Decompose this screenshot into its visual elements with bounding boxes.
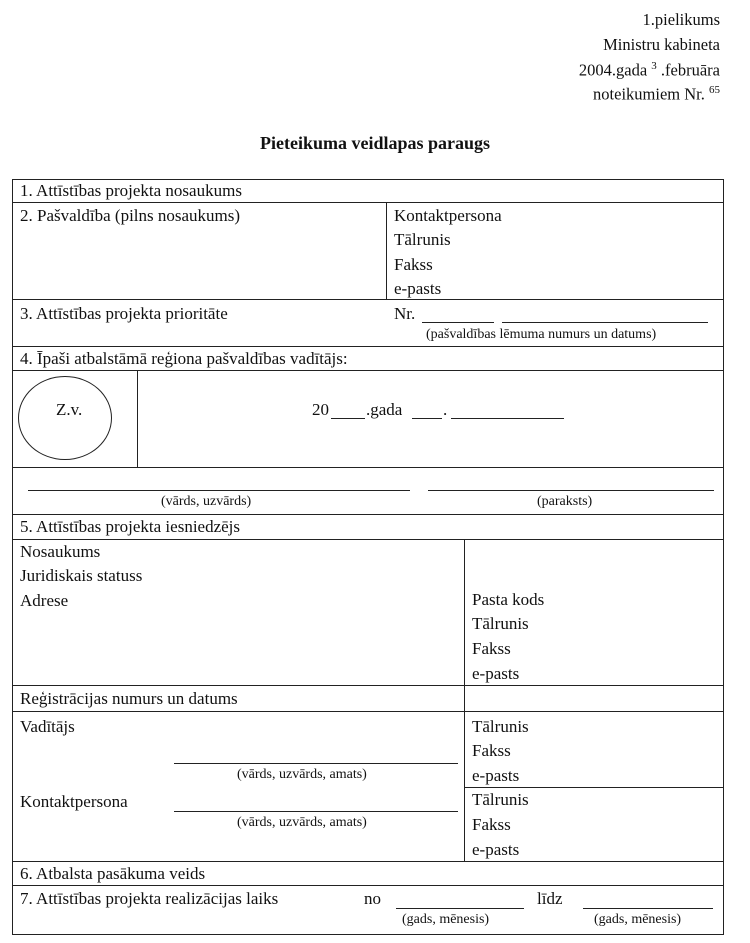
contact-phone: Tālrunis [472, 790, 529, 809]
form-title: Pieteikuma veidlapas paraugs [259, 133, 491, 153]
stamp-label: Z.v. [56, 400, 83, 419]
period-to-line [583, 908, 713, 909]
municipality-contact-person: Kontaktpersona [394, 206, 502, 225]
section-1-label: 1. Attīstības projekta nosaukums [20, 181, 242, 200]
date-day-line [412, 418, 442, 419]
col-divider [386, 202, 387, 299]
regulation-number-label: noteikumiem Nr. [593, 84, 705, 104]
cabinet-label: Ministru kabineta [603, 35, 720, 54]
date-gada: .gada [366, 400, 403, 419]
applicant-postcode: Pasta kods [472, 590, 545, 609]
applicant-email: e-pasts [472, 664, 520, 683]
row-divider [12, 346, 724, 347]
date-year-line [331, 418, 365, 419]
section-3-label: 3. Attīstības projekta prioritāte [20, 304, 228, 323]
date-dot: . [443, 400, 448, 419]
signature-caption: (paraksts) [537, 494, 593, 509]
manager-fax: Fakss [472, 741, 511, 760]
regulation-year: 2004.gada [578, 60, 648, 80]
manager-email: e-pasts [472, 766, 520, 785]
registration-label: Reģistrācijas numurs un datums [20, 689, 238, 708]
name-line [28, 490, 410, 491]
form-table [12, 179, 724, 935]
contact-fax: Fakss [472, 815, 511, 834]
contact-caption: (vārds, uzvārds, amats) [237, 815, 367, 830]
manager-phone: Tālrunis [472, 717, 529, 736]
municipality-email: e-pasts [394, 279, 442, 298]
row-divider [12, 467, 724, 468]
contact-person-label: Kontaktpersona [20, 792, 128, 811]
applicant-address: Adrese [20, 591, 69, 610]
applicant-name: Nosaukums [20, 542, 101, 561]
col-divider [464, 539, 465, 861]
name-caption: (vārds, uzvārds) [161, 494, 252, 509]
row-divider [12, 299, 724, 300]
period-to-label: līdz [537, 889, 563, 908]
manager-caption: (vārds, uzvārds, amats) [237, 767, 367, 782]
period-to-caption: (gads, mēnesis) [594, 912, 682, 927]
regulation-date [579, 60, 720, 81]
section-7-label: 7. Attīstības projekta realizācijas laiks [20, 889, 279, 908]
col-divider [137, 370, 138, 467]
period-from-line [396, 908, 524, 909]
period-from-caption: (gads, mēnesis) [402, 912, 490, 927]
date-month-line [451, 418, 564, 419]
row-divider [464, 787, 724, 788]
period-from-label: no [364, 889, 381, 908]
priority-date-line [502, 322, 708, 323]
row-divider [12, 861, 724, 862]
row-divider [12, 711, 724, 712]
priority-caption: (pašvaldības lēmuma numurs un datums) [426, 327, 657, 342]
row-divider [12, 685, 724, 686]
section-6-label: 6. Atbalsta pasākuma veids [20, 864, 206, 883]
regulation-month: .februāra [660, 60, 720, 80]
row-divider [12, 539, 724, 540]
signature-line [428, 490, 714, 491]
municipality-fax: Fakss [394, 255, 433, 274]
section-2-label: 2. Pašvaldība (pilns nosaukums) [20, 206, 241, 225]
row-divider [12, 885, 724, 886]
priority-nr-line [422, 322, 494, 323]
municipality-phone: Tālrunis [394, 230, 451, 249]
applicant-fax: Fakss [472, 639, 511, 658]
contact-email: e-pasts [472, 840, 520, 859]
date-year-prefix: 20 [312, 400, 329, 419]
manager-line [174, 763, 458, 764]
contact-line [174, 811, 458, 812]
regulation-day: 3 [651, 60, 657, 72]
regulation-number-value: 65 [709, 84, 720, 96]
section-4-label: 4. Īpaši atbalstāmā reģiona pašvaldības vadītājs: [20, 349, 348, 368]
priority-nr-label: Nr. [394, 304, 416, 323]
regulation-number [593, 84, 720, 105]
applicant-legal-status: Juridiskais statuss [20, 566, 143, 585]
applicant-phone: Tālrunis [472, 614, 529, 633]
row-divider [12, 202, 724, 203]
section-5-label: 5. Attīstības projekta iesniedzējs [20, 517, 241, 536]
manager-label: Vadītājs [20, 717, 75, 736]
row-divider [12, 370, 724, 371]
row-divider [12, 514, 724, 515]
annex-label: 1.pielikums [642, 10, 720, 29]
